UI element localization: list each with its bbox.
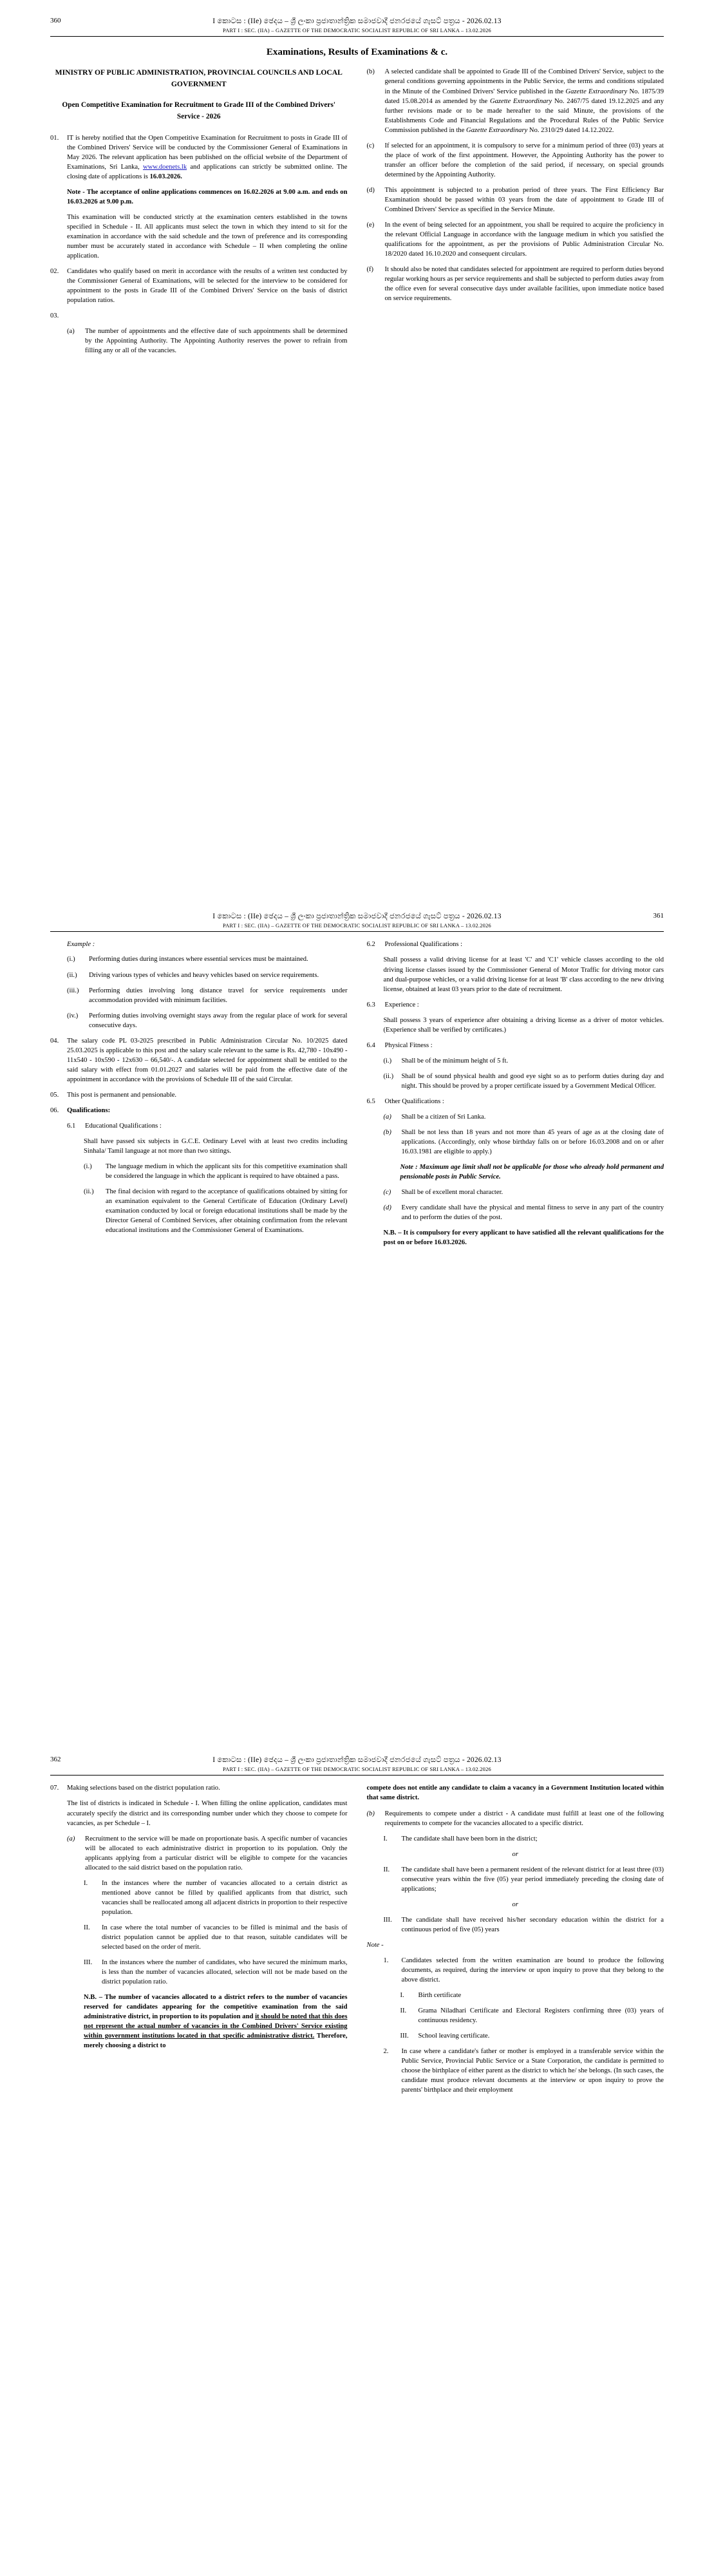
clause-6-5-d bbox=[384, 1203, 664, 1222]
clause-07-b-iii bbox=[384, 1915, 664, 1935]
clause-body: Making selections based on the district population ratio. bbox=[67, 1785, 220, 1792]
clause-body: This post is permanent and pensionable. bbox=[67, 1091, 177, 1099]
clause-b-text-b: No. 1875/39 dated 15.08.2014 as amended by the bbox=[384, 88, 664, 105]
clause-01 bbox=[50, 133, 348, 182]
clause-body: The candidate shall have been a permanent resident of the relevant district for at least three (03) consecutive years within the five (05) year period immediately preceding the closing date of applications; bbox=[401, 1866, 664, 1893]
clause-6-5 bbox=[367, 1097, 664, 1106]
clause-6-3 bbox=[367, 1000, 664, 1010]
clause-body: Shall be of the minimum height of 5 ft. bbox=[401, 1057, 509, 1065]
clause-body: Physical Fitness : bbox=[384, 1041, 433, 1049]
nb-part-1: The number of vacancies allocated to a district refers to the number of vacancies reserved for candidates appearing for the competitive examination from the said administrative district, in proportion to its population and bbox=[84, 1994, 348, 2021]
clause-body: The number of appointments and the effective date of such appointments shall be determined by the Appointing Authority. The Appointing Authority reserves the power to refrain from filling any or all of the vacancies. bbox=[85, 328, 348, 355]
column-left bbox=[50, 940, 348, 1241]
clause-b-text-a: A selected candidate shall be appointed to Grade III of the Combined Drivers' Service, subject to the general conditions governing appointments in the Public Service, the terms and conditions stipulated in the Minute of the Combined Drivers' Service published in the bbox=[384, 68, 664, 95]
clause-6-4 bbox=[367, 1041, 664, 1050]
clause-body: In the instances where the number of candidates, who have secured the minimum marks, is less than the number of vacancies allocated, selection will not be made based on the district population ratio. bbox=[102, 1958, 348, 1985]
experience-body: Shall possess 3 years of experience after obtaining a driving license as a driver of motor vehicles. (Experience shall be verified by certificates.) bbox=[383, 1016, 664, 1034]
clause-07-b-i bbox=[384, 1834, 664, 1844]
clause-07 bbox=[50, 1783, 348, 1793]
clause-body: Experience : bbox=[384, 1001, 419, 1009]
nb-underlined: it should be noted that this does not represent the actual number of vacancies in the Combined Drivers' Service existing within government institutions located in that specific administrative district. bbox=[84, 2013, 348, 2040]
clause-e bbox=[367, 220, 664, 259]
clause-marker: (a) bbox=[67, 1835, 75, 1842]
clause-marker: 1. bbox=[383, 1956, 389, 1964]
clause-body: Driving various types of vehicles and heavy vehicles based on service requirements. bbox=[89, 971, 319, 979]
note-label: Note - bbox=[366, 1941, 384, 1949]
clause-6-5-c bbox=[384, 1188, 664, 1197]
clause-body: Candidates who qualify based on merit in accordance with the results of a written test conducted by the Commissioner General of Examinations, will be selected for the interview to be considered for appointment to the posts in Grade III of the Combined Drivers' Service on the basis of district population ratios. bbox=[67, 267, 348, 305]
clause-body: It should also be noted that candidates selected for appointment are required to perform duties beyond regular working hours as per service requirements and shall be subjected to perform duties away from the office even for several consecutive days under available facilities, upon immediate notice based on service requirements. bbox=[384, 266, 664, 303]
clause-marker: (b) bbox=[366, 1810, 375, 1817]
district-list-paragraph: The list of districts is indicated in Schedule - I. When filling the online application, candidates must accurately specify the district and its corresponding number under which they choose to compete for vacancies, as per Schedule – I. bbox=[67, 1800, 348, 1827]
clause-marker: (ii.) bbox=[84, 1188, 94, 1196]
example-item-iv bbox=[67, 1011, 348, 1030]
gazette-ref-1: Gazette Extraordinary bbox=[565, 88, 628, 95]
header-line-sinhala: I කොටස : (IIe) ඡෙදය – ශ්‍රී ලංකා ප්‍රජාතාන්ත්‍රික සමාජවාදී ජනරජයේ ගැසට් පත්‍රය - 2026.02.13 bbox=[212, 17, 502, 25]
two-column-body bbox=[50, 1783, 664, 2101]
header-rule bbox=[50, 1775, 664, 1776]
educational-qualifications-body: Shall have passed six subjects in G.C.E. Ordinary Level with at least two credits including Sinhala/ Tamil language at not more than two sittings. bbox=[84, 1137, 348, 1155]
clause-body: The language medium in which the applicant sits for this competitive examination shall be considered the language in which the applicant is required to have obtained a pass. bbox=[106, 1162, 348, 1180]
clause-07-b-ii bbox=[384, 1865, 664, 1894]
clause-03a bbox=[67, 327, 348, 355]
clause-body: Requirements to compete under a district - A candidate must fulfill at least one of the following requirements to compete for the vacancies allocated to a specific district. bbox=[384, 1810, 664, 1827]
professional-qualifications-body: Shall possess a valid driving license for at least 'C' and 'C1' vehicle classes according to the old driving license classes issued by the Commissioner General of Motor Traffic for driving motor cars and dual-purpose vehicles, or a valid driving license for at least 'B' class according to the new driving license, obtained at least 03 years prior to the date of recruitment. bbox=[383, 956, 664, 993]
clause-body bbox=[385, 67, 664, 135]
clause-body: Shall be not less than 18 years and not more than 45 years of age as at the closing date of applications. (Accordingly, only whose birthday falls on or before 16.03.2008 and on or after 16.03.1981 are eligible to apply.) bbox=[401, 1128, 664, 1155]
exam-subtitle: Open Competitive Examination for Recruitment to Grade III of the Combined Drivers' Service - 2026 bbox=[62, 101, 336, 120]
example-item-i bbox=[67, 954, 348, 964]
clause-body: In case where the total number of vacancies to be filled is minimal and the basis of district population cannot be applied due to that reason, suitable candidates will be selected based on the order of merit. bbox=[102, 1924, 348, 1951]
clause-body: The candidate shall have been born in the district; bbox=[401, 1835, 538, 1842]
clause-marker: 03. bbox=[50, 312, 59, 320]
clause-07-a-iii bbox=[84, 1958, 348, 1987]
clause-marker: (iv.) bbox=[67, 1012, 79, 1019]
conduct-paragraph: This examination will be conducted strictly at the examination centers established in the towns specified in Schedule - II. All applicants must select the town in which they intend to sit for the examination in accordance with the said schedule and the town of preference and its corresponding number must be accurately stated in accordance with Schedule – II when completing the online application. bbox=[67, 213, 348, 260]
page-header bbox=[50, 912, 664, 932]
clause-body: Professional Qualifications : bbox=[384, 941, 463, 949]
note-text: Note - The acceptance of online applications commences on 16.02.2026 at 9.00 a.m. and ends on 16.03.2026 at 9.00 p.m. bbox=[67, 188, 348, 205]
clause-marker: II. bbox=[383, 1866, 390, 1873]
clause-d bbox=[367, 185, 664, 214]
ministry-heading: MINISTRY OF PUBLIC ADMINISTRATION, PROVINCIAL COUNCILS AND LOCAL GOVERNMENT bbox=[55, 68, 343, 88]
clause-marker: I. bbox=[383, 1835, 388, 1842]
clause-marker: I. bbox=[84, 1879, 88, 1887]
clause-body: The salary code PL 03-2025 prescribed in Public Administration Circular No. 10/2025 dated 25.03.2025 is applicable to this post and the salary scale relevant to the same is Rs. 42,780 - 10x490 - 11x540 - 10x590 - 12x630 – 66,540/-. A candidate selected for appointment shall be entitled to the said salary with effect from 01.01.2027 and salaries will be paid from the effective date of the appointment in accordance with the provisions of Schedule III of the said Circular. bbox=[67, 1037, 348, 1083]
header-line-sinhala: I කොටස : (IIe) ඡෙදය – ශ්‍රී ලංකා ප්‍රජාතාන්ත්‍රික සමාජවාදී ජනරජයේ ගැසට් පත්‍රය - 2026.02.13 bbox=[212, 913, 502, 920]
clause-body: The candidate shall have received his/her secondary education within the district for a continuous period of five (05) years bbox=[401, 1916, 664, 1933]
closing-date: 16.03.2026. bbox=[149, 173, 182, 180]
clause-6-5-b bbox=[384, 1128, 664, 1157]
page-362 bbox=[0, 1739, 714, 2576]
clause-b-text-c: No. 2467/75 dated 19.12.2025 and any further revisions made or to be made hereafter to the said Minute, the provisions of the Establishments Code and Financial Regulations and the Procedural Rules of the Public Service Commission published in the bbox=[384, 97, 664, 134]
example-item-iii bbox=[67, 986, 348, 1005]
age-limit-note: Note : Maximum age limit shall not be applicable for those who already hold permanent and pensionable posts in Public Service. bbox=[400, 1163, 664, 1180]
clause-marker: (b) bbox=[366, 68, 375, 76]
clause-marker: (i.) bbox=[67, 956, 75, 963]
clause-body bbox=[67, 133, 348, 182]
column-right bbox=[367, 1783, 664, 2101]
clause-body: Performing duties during instances where essential services must be maintained. bbox=[89, 956, 308, 963]
note-item-1 bbox=[384, 1956, 664, 1985]
column-left bbox=[50, 67, 348, 361]
clause-marker: (b) bbox=[383, 1128, 391, 1136]
clause-marker: 6.2 bbox=[366, 941, 375, 949]
clause-body: Shall be of sound physical health and good eye sight so as to perform duties during day and night. This should be proved by a proper certificate issued by a Government Medical Officer. bbox=[401, 1072, 664, 1090]
note-item-2 bbox=[384, 2047, 664, 2095]
clause-body: In case where a candidate's father or mother is employed in a transferable service within the Public Service, Provincial Public Service or a State Corporation, the candidate is permitted to choose the birthplace of either parent as the district to which he/ she belongs. (In such cases, the candidate must produce relevant documents at the interview or upon inquiry to prove the parents' birthplace and their employment bbox=[401, 2048, 664, 2094]
page-title: Examinations, Results of Examinations & c. bbox=[266, 47, 448, 58]
clause-marker: (i.) bbox=[383, 1057, 392, 1065]
clause-06 bbox=[50, 1106, 348, 1115]
header-line-english: PART I : SEC. (IIA) – GAZETTE OF THE DEMOCRATIC SOCIALIST REPUBLIC OF SRI LANKA – 13.02.2026 bbox=[223, 922, 491, 929]
page-header bbox=[50, 1756, 664, 1776]
clause-f bbox=[367, 265, 664, 303]
header-line-english: PART I : SEC. (IIA) – GAZETTE OF THE DEMOCRATIC SOCIALIST REPUBLIC OF SRI LANKA – 13.02.2026 bbox=[223, 27, 491, 33]
clause-marker: 04. bbox=[50, 1037, 59, 1045]
clause-body: Other Qualifications : bbox=[384, 1097, 444, 1105]
clause-marker: (f) bbox=[366, 266, 374, 273]
clause-marker: 02. bbox=[50, 267, 59, 275]
clause-body: School leaving certificate. bbox=[418, 2032, 490, 2040]
clause-marker: III. bbox=[84, 1958, 93, 1966]
clause-body: In the event of being selected for an appointment, you shall be required to acquire the proficiency in the relevant Official Language in accordance with the language medium in which you satisfied the qualifications for the appointment, as per the provisions of Public Administration Circular No. 18/2020 dated 16.10.2020 and consequent circulars. bbox=[384, 221, 664, 258]
clause-body: Shall be of excellent moral character. bbox=[401, 1189, 503, 1197]
clause-marker: (e) bbox=[366, 221, 375, 229]
note-item-1-iii bbox=[400, 2031, 664, 2041]
clause-6-4-ii bbox=[384, 1072, 664, 1091]
clause-body: In the instances where the number of vacancies allocated to a certain district as mentioned above cannot be filled by qualified applicants from that district, such vacancies shall be reallocated among all adjacent districts in proportion to their respective population. bbox=[102, 1879, 348, 1916]
clause-6-1-ii bbox=[84, 1187, 348, 1235]
clause-marker: III. bbox=[383, 1916, 392, 1924]
clause-body: Grama Niladhari Certificate and Electoral Registers confirming three (03) years of continuous residency. bbox=[418, 2007, 664, 2024]
nb-vacancies-note bbox=[84, 1993, 348, 2050]
or-separator-2: or bbox=[512, 1900, 518, 1908]
clause-04 bbox=[50, 1036, 348, 1084]
clause-marker: (i.) bbox=[84, 1162, 92, 1170]
clause-body: Candidates selected from the written examination are bound to produce the following documents, as required, during the interview or upon inquiry to prove that they belong to the above district. bbox=[401, 1956, 664, 1984]
clause-01-text-b: and applications can strictly be submitted online. The closing date of applications is bbox=[67, 163, 348, 180]
header-line-english: PART I : SEC. (IIA) – GAZETTE OF THE DEMOCRATIC SOCIALIST REPUBLIC OF SRI LANKA – 13.02.2026 bbox=[223, 1766, 491, 1772]
clause-6-5-a bbox=[384, 1112, 664, 1122]
clause-6-4-i bbox=[384, 1056, 664, 1066]
clause-body: Performing duties involving long distance travel for service requirements under accommodation provided with minimum facilities. bbox=[89, 987, 348, 1004]
clause-marker: III. bbox=[400, 2032, 409, 2040]
nb-qualifications-note: N.B. – It is compulsory for every applicant to have satisfied all the relevant qualifications for the post on or before 16.03.2026. bbox=[383, 1229, 664, 1247]
note-section bbox=[367, 1940, 664, 1950]
nb-continuation: compete does not entitle any candidate to claim a vacancy in a Government Institution located within that same district. bbox=[366, 1785, 664, 1802]
clause-marker: (d) bbox=[383, 1204, 391, 1212]
clause-05 bbox=[50, 1090, 348, 1100]
clause-body: If selected for an appointment, it is compulsory to serve for a minimum period of three (03) years at the place of work of the first appointment. However, the Appointing Authority has the power to transfer an officer before the completion of the said period, if necessary, on special grounds determined by the Appointing Authority. bbox=[384, 142, 664, 178]
qualifications-heading: Qualifications: bbox=[67, 1106, 111, 1114]
clause-marker: 05. bbox=[50, 1091, 59, 1099]
page-header bbox=[50, 17, 664, 37]
nb-label: N.B. – bbox=[84, 1994, 105, 2001]
nb-part-2: Therefore, merely choosing a district to bbox=[84, 2032, 348, 2050]
clause-marker: II. bbox=[84, 1924, 90, 1931]
clause-marker: 6.3 bbox=[366, 1001, 375, 1009]
or-separator-1: or bbox=[512, 1850, 518, 1858]
column-right bbox=[367, 67, 664, 309]
clause-03 bbox=[50, 311, 348, 321]
clause-6-2 bbox=[367, 940, 664, 949]
clause-marker: 2. bbox=[383, 2048, 389, 2056]
clause-marker: II. bbox=[400, 2007, 407, 2014]
clause-marker: (a) bbox=[383, 1113, 391, 1121]
clause-body: This appointment is subjected to a probation period of three years. The First Efficiency Bar Examination should be passed within 03 years from the date of appointment to Grade III of Combined Drivers' Service as specified in the Service Minute. bbox=[384, 186, 664, 213]
gazette-ref-2: Gazette Extraordinary bbox=[489, 97, 552, 105]
clause-marker: 6.5 bbox=[366, 1097, 375, 1105]
page-360 bbox=[0, 0, 714, 895]
clause-6-1 bbox=[67, 1121, 348, 1131]
clause-b bbox=[367, 67, 664, 135]
clause-07-a-ii bbox=[84, 1923, 348, 1952]
clause-02 bbox=[50, 267, 348, 305]
clause-marker: (c) bbox=[366, 142, 375, 149]
clause-marker: (c) bbox=[383, 1189, 391, 1197]
clause-marker: 01. bbox=[50, 134, 59, 142]
clause-07-a-i bbox=[84, 1879, 348, 1917]
clause-marker: 07. bbox=[50, 1785, 59, 1792]
note-item-1-ii bbox=[400, 2006, 664, 2025]
note-item-1-i bbox=[400, 1991, 664, 2000]
clause-body: Shall be a citizen of Sri Lanka. bbox=[401, 1113, 486, 1121]
clause-marker: (ii.) bbox=[383, 1072, 394, 1080]
clause-b-text-d: No. 2310/29 dated 14.12.2022. bbox=[527, 126, 614, 134]
clause-body bbox=[67, 311, 348, 321]
clause-01-text-a: IT is hereby notified that the Open Competitive Examination for Recruitment to posts in Grade III of the Combined Drivers' Service will be conducted by the Commissioner General of Examinations in May 2026. The relevant application has been published on the official website of the Department of Examinations, Sri Lanka, bbox=[67, 134, 348, 171]
clause-body: Recruitment to the service will be made on proportionate basis. A specific number of vacancies will be allocated to each administrative district in proportion to its population. Only the applicants applying from a particular district will be eligible to compete for the vacancies allocated to the said district based on the population ratio. bbox=[85, 1835, 348, 1871]
clause-marker: (d) bbox=[366, 186, 375, 194]
clause-body: Performing duties involving overnight stays away from the regular place of work for several consecutive days. bbox=[89, 1012, 348, 1029]
clause-6-1-i bbox=[84, 1162, 348, 1181]
page-number: 360 bbox=[50, 17, 61, 24]
doenets-link[interactable]: www.doenets.lk bbox=[142, 163, 187, 171]
clause-marker: I. bbox=[400, 1991, 404, 1999]
clause-c bbox=[367, 141, 664, 180]
example-heading: Example : bbox=[67, 941, 95, 949]
header-rule bbox=[50, 36, 664, 37]
clause-body: Birth certificate bbox=[418, 1991, 462, 1999]
clause-body bbox=[389, 1940, 664, 1950]
column-right bbox=[367, 940, 664, 1253]
clause-marker: 6.4 bbox=[366, 1041, 375, 1049]
gazette-ref-3: Gazette Extraordinary bbox=[466, 126, 528, 134]
clause-marker: (iii.) bbox=[67, 987, 79, 994]
header-rule bbox=[50, 931, 664, 932]
clause-marker: (ii.) bbox=[67, 971, 77, 979]
clause-marker: 6.1 bbox=[67, 1122, 76, 1130]
clause-marker: 06. bbox=[50, 1106, 59, 1114]
page-number: 361 bbox=[653, 912, 664, 920]
clause-body: Every candidate shall have the physical and mental fitness to serve in any part of the country and to perform the duties of the post. bbox=[401, 1204, 664, 1222]
header-line-sinhala: I කොටස : (IIe) ඡෙදය – ශ්‍රී ලංකා ප්‍රජාතාන්ත්‍රික සමාජවාදී ජනරජයේ ගැසට් පත්‍රය - 2026.02.13 bbox=[212, 1756, 502, 1764]
page-number: 362 bbox=[50, 1756, 61, 1763]
clause-body: Educational Qualifications : bbox=[85, 1122, 162, 1130]
clause-body: The final decision with regard to the acceptance of qualifications obtained by sitting for an examination equivalent to the General Certificate of Education (Ordinary Level) examination conducted by local or foreign educational institutions shall be made by the Director General of Combined Services, after obtaining confirmation from the relevant educational institutions and the Commissioner General of Examinations. bbox=[106, 1188, 348, 1235]
note-block bbox=[67, 187, 348, 261]
two-column-body bbox=[50, 67, 664, 361]
example-item-ii bbox=[67, 971, 348, 980]
two-column-body bbox=[50, 940, 664, 1253]
clause-07-a bbox=[67, 1834, 348, 1873]
clause-07-b bbox=[367, 1809, 664, 1828]
column-left bbox=[50, 1783, 348, 2056]
clause-marker: (a) bbox=[67, 328, 75, 336]
page-361 bbox=[0, 895, 714, 1739]
